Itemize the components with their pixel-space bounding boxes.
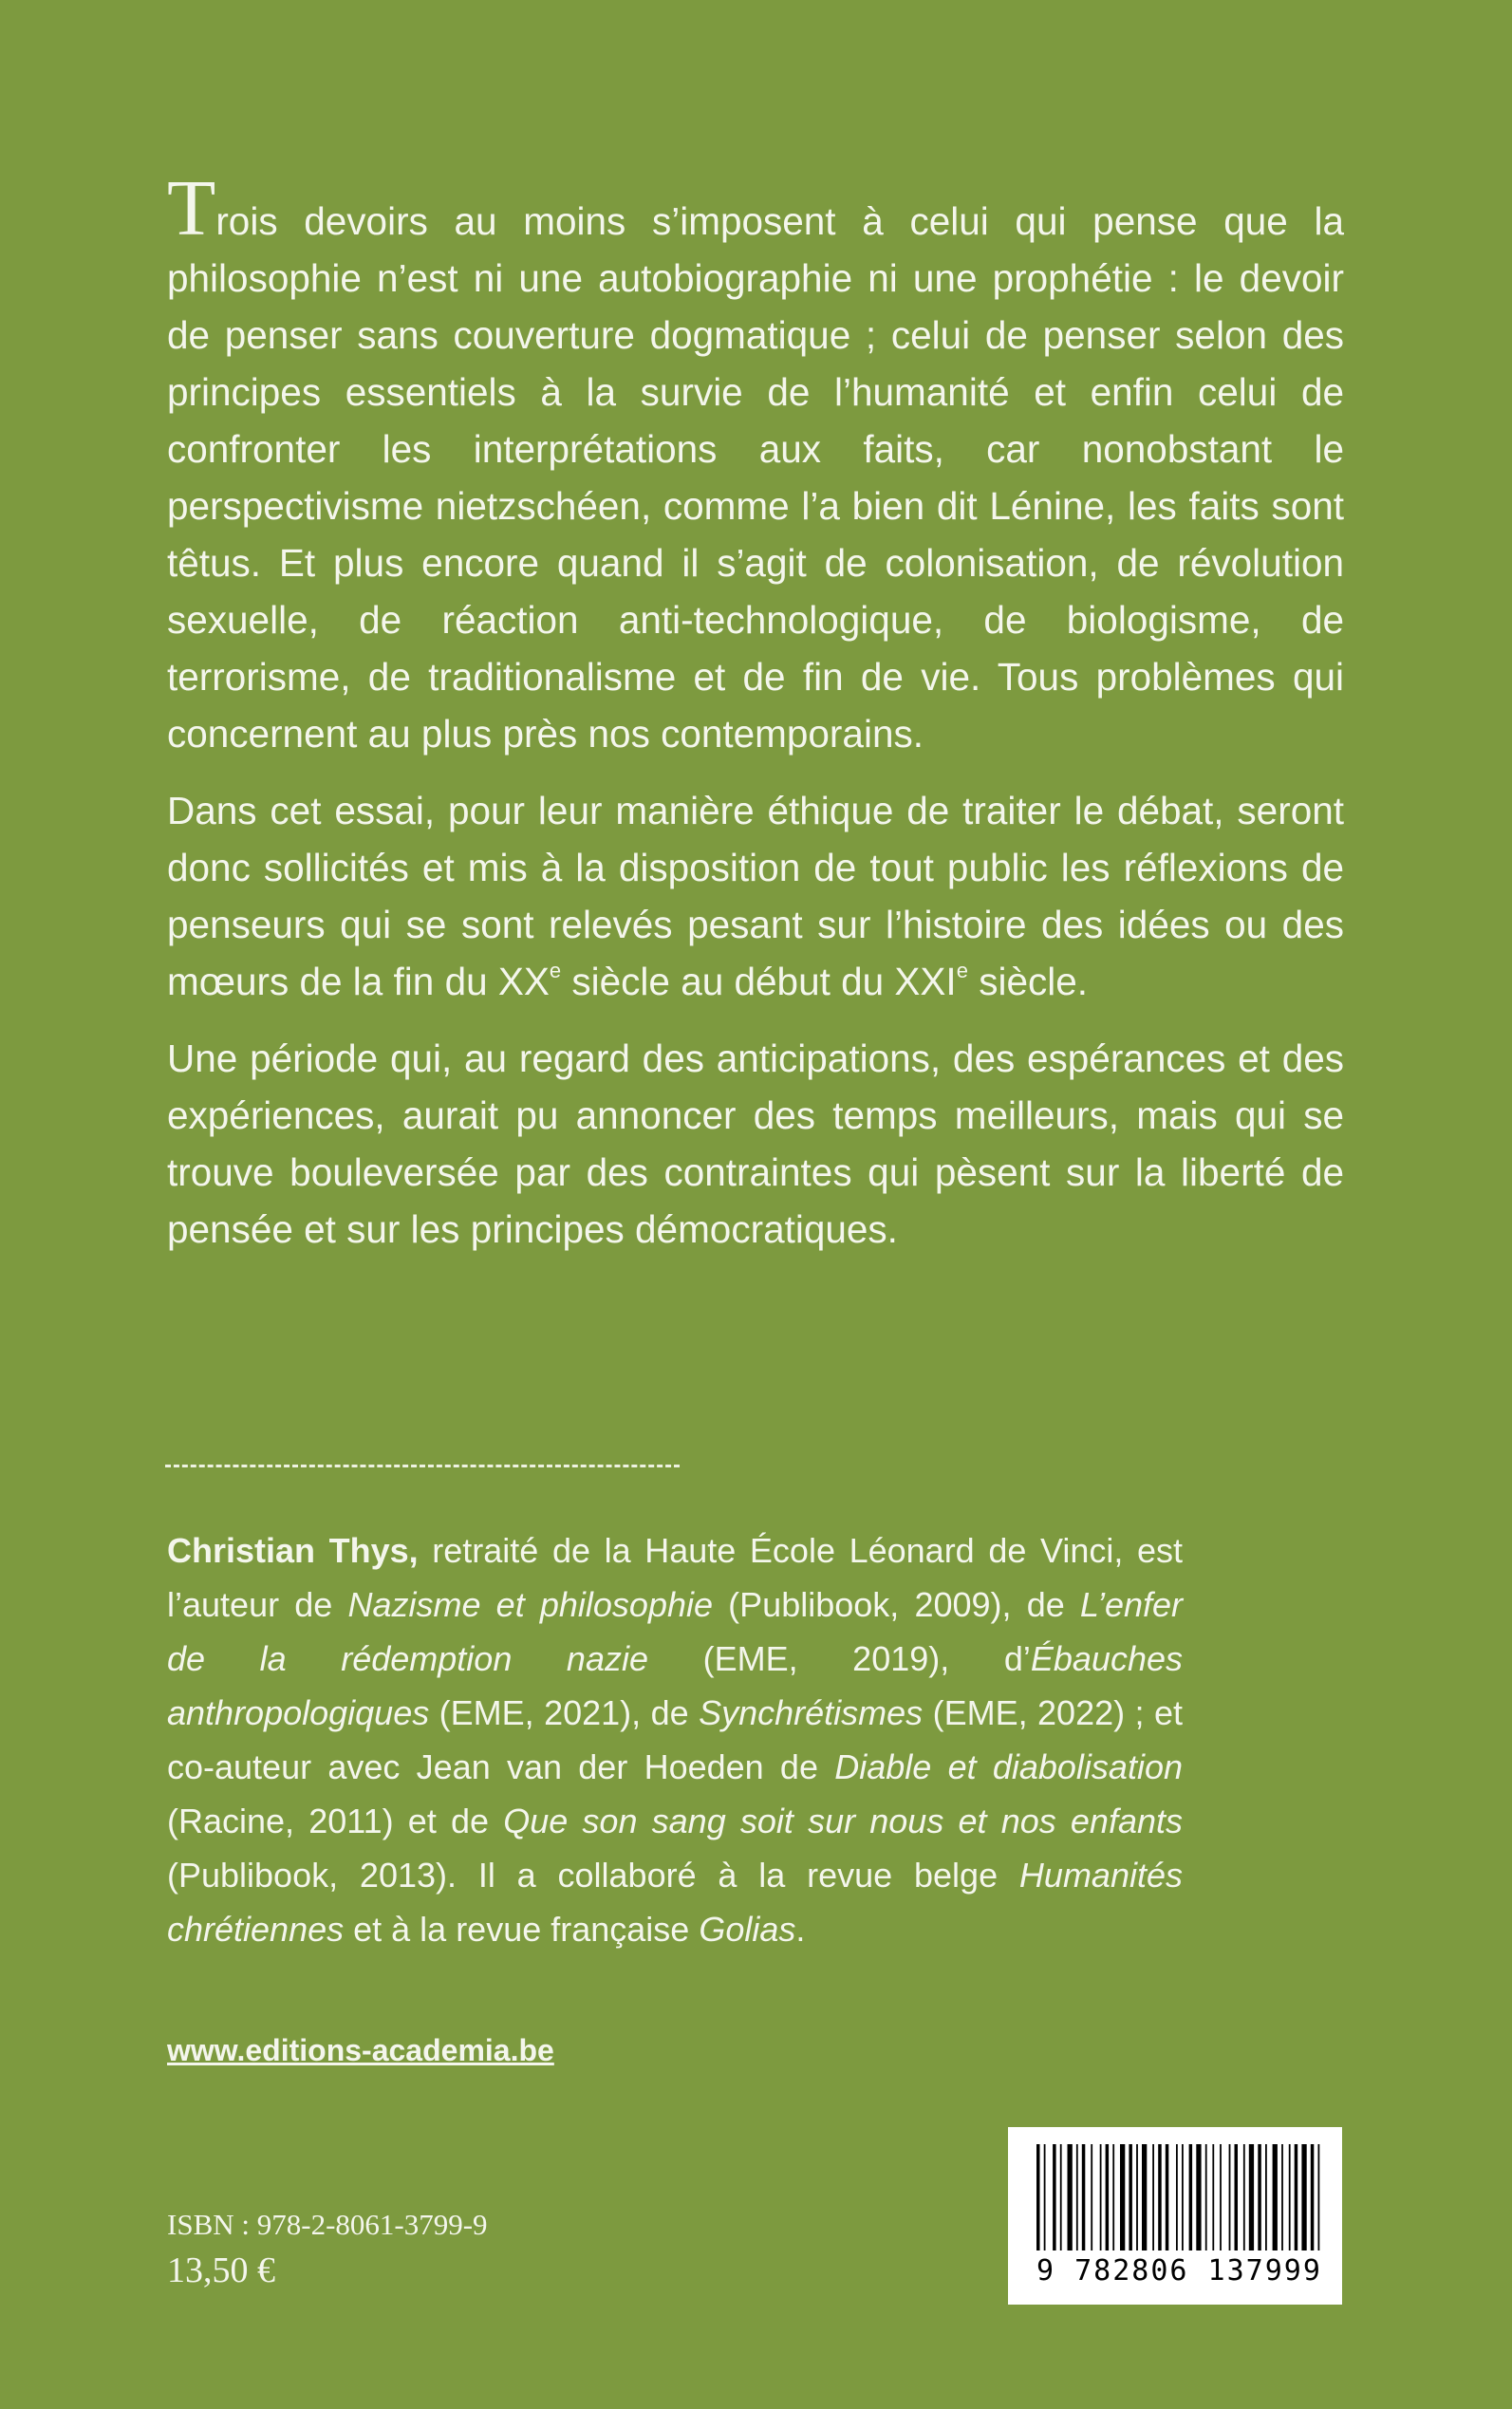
barcode-bar [1205, 2144, 1207, 2250]
barcode-bar [1176, 2144, 1178, 2250]
barcode-bar [1106, 2144, 1110, 2250]
blurb-paragraph-3: Une période qui, au regard des anticipations, des espérances et des expériences, aurait pu annoncer des temps meilleurs, mais qui se trouve bouleversée par des contraintes qui pèsent sur la liberté de pensée et sur les principes démocratiques. [167, 1036, 1344, 1251]
journal-title: Golias [699, 1910, 796, 1949]
barcode-bar [1152, 2144, 1154, 2250]
barcode-bar [1060, 2144, 1062, 2250]
barcode-bar [1036, 2144, 1040, 2250]
author-bio-paragraph [167, 1523, 1183, 1956]
barcode-bar [1220, 2144, 1222, 2250]
barcode-bar [1166, 2144, 1169, 2250]
barcode-bar [1311, 2144, 1315, 2250]
book-title: Nazisme et philosophie [347, 1585, 714, 1624]
barcode-bar [1229, 2144, 1231, 2250]
author-name: Christian Thys, [167, 1531, 419, 1570]
superscript-e: e [956, 959, 968, 982]
barcode-bar [1044, 2144, 1046, 2250]
barcode-bar [1182, 2144, 1184, 2250]
bio-text: (Publibook, 2013). Il a collaboré à la revue belge [167, 1856, 1019, 1895]
barcode-bar [1265, 2144, 1267, 2250]
bio-text: (Racine, 2011) et de [167, 1802, 504, 1840]
blurb-paragraph-1 [167, 164, 1344, 762]
barcode [1008, 2127, 1342, 2305]
journal-title: Humanités chrétiennes [167, 1856, 1183, 1949]
superscript-e: e [549, 959, 562, 982]
barcode-bar [1212, 2144, 1214, 2250]
barcode-bar [1112, 2144, 1114, 2250]
barcode-bar [1076, 2144, 1078, 2250]
bio-text: retraité de la Haute École Léonard de Vinci, est l’auteur de [167, 1531, 1183, 1624]
barcode-bar [1068, 2144, 1073, 2250]
barcode-bar [1142, 2144, 1147, 2250]
blurb-paragraph-2-text-a: Dans cet essai, pour leur manière éthique de traiter le débat, seront donc sollicités et mis à la disposition de tout public les réflexions de penseurs qui se sont relevés pesant sur l’histoire des idées ou des mœurs de la fin du XX [167, 789, 1344, 1003]
barcode-bar [1289, 2144, 1291, 2250]
book-title: Diable et diabolisation [834, 1747, 1183, 1786]
barcode-bar [1053, 2144, 1056, 2250]
barcode-bar [1243, 2144, 1245, 2250]
dashed-divider [165, 1465, 680, 1467]
blurb-paragraph-1-text: rois devoirs au moins s’imposent à celui qui pense que la philosophie n’est ni une autobiographie ni une prophétie : le devoir de penser sans couverture dogmatique ; celui de penser selon des principes essentiels à la survie de l’humanité et enfin celui de confronter les interprétations aux faits, car nonobstant le perspectivisme nietzschéen, comme l’a bien dit Lénine, les faits sont têtus. Et plus encore quand il s’agit de colonisation, de révolution sexuelle, de réaction anti-technologique, de biologisme, de terrorisme, de traditionalisme et de fin de vie. Tous problèmes qui concernent au plus près nos contemporains. [167, 199, 1344, 756]
bio-text: . [795, 1910, 806, 1949]
blurb-paragraph-2 [167, 782, 1344, 1010]
barcode-bar [1258, 2144, 1261, 2250]
barcode-bar [1100, 2144, 1102, 2250]
barcode-bar [1189, 2144, 1193, 2250]
barcode-bar [1091, 2144, 1092, 2250]
bio-text: (EME, 2021), de [429, 1693, 700, 1732]
bio-text: (EME, 2022) ; et co-auteur avec Jean van der Hoeden de [167, 1693, 1183, 1786]
barcode-bar [1295, 2144, 1298, 2250]
bio-text: (EME, 2019), d’ [648, 1639, 1031, 1678]
blurb-text [167, 164, 1344, 1278]
barcode-bar [1136, 2144, 1138, 2250]
barcode-bar [1301, 2144, 1306, 2250]
publisher-website-link[interactable]: www.editions-academia.be [167, 2033, 554, 2067]
barcode-bar [1120, 2144, 1125, 2250]
barcode-digits: 9 782806 137999 [1036, 2254, 1322, 2288]
blurb-paragraph-2-text-b: siècle au début du XXI [561, 960, 957, 1003]
book-title: L’enfer de la rédemption nazie [167, 1585, 1184, 1678]
drop-cap: T [167, 164, 216, 252]
barcode-bar [1235, 2144, 1239, 2250]
book-title: Que son sang soit sur nous et nos enfants [503, 1802, 1184, 1840]
book-title: Synchrétismes [699, 1693, 924, 1732]
barcode-bar [1249, 2144, 1254, 2250]
barcode-bar [1196, 2144, 1201, 2250]
barcode-bar [1281, 2144, 1283, 2250]
bio-text: et à la revue française [344, 1910, 700, 1949]
barcode-bar [1273, 2144, 1278, 2250]
price-label: 13,50 € [167, 2250, 275, 2290]
barcode-bar [1129, 2144, 1132, 2250]
barcode-bar [1318, 2144, 1320, 2250]
isbn-number: ISBN : 978-2-8061-3799-9 [167, 2208, 488, 2241]
bio-text: (Publibook, 2009), de [713, 1585, 1080, 1624]
book-title: Ébauches anthropologiques [167, 1639, 1183, 1732]
barcode-bar [1158, 2144, 1162, 2250]
author-bio [167, 1523, 1183, 1956]
blurb-paragraph-2-text-c: siècle. [967, 960, 1088, 1003]
barcode-bar [1082, 2144, 1086, 2250]
